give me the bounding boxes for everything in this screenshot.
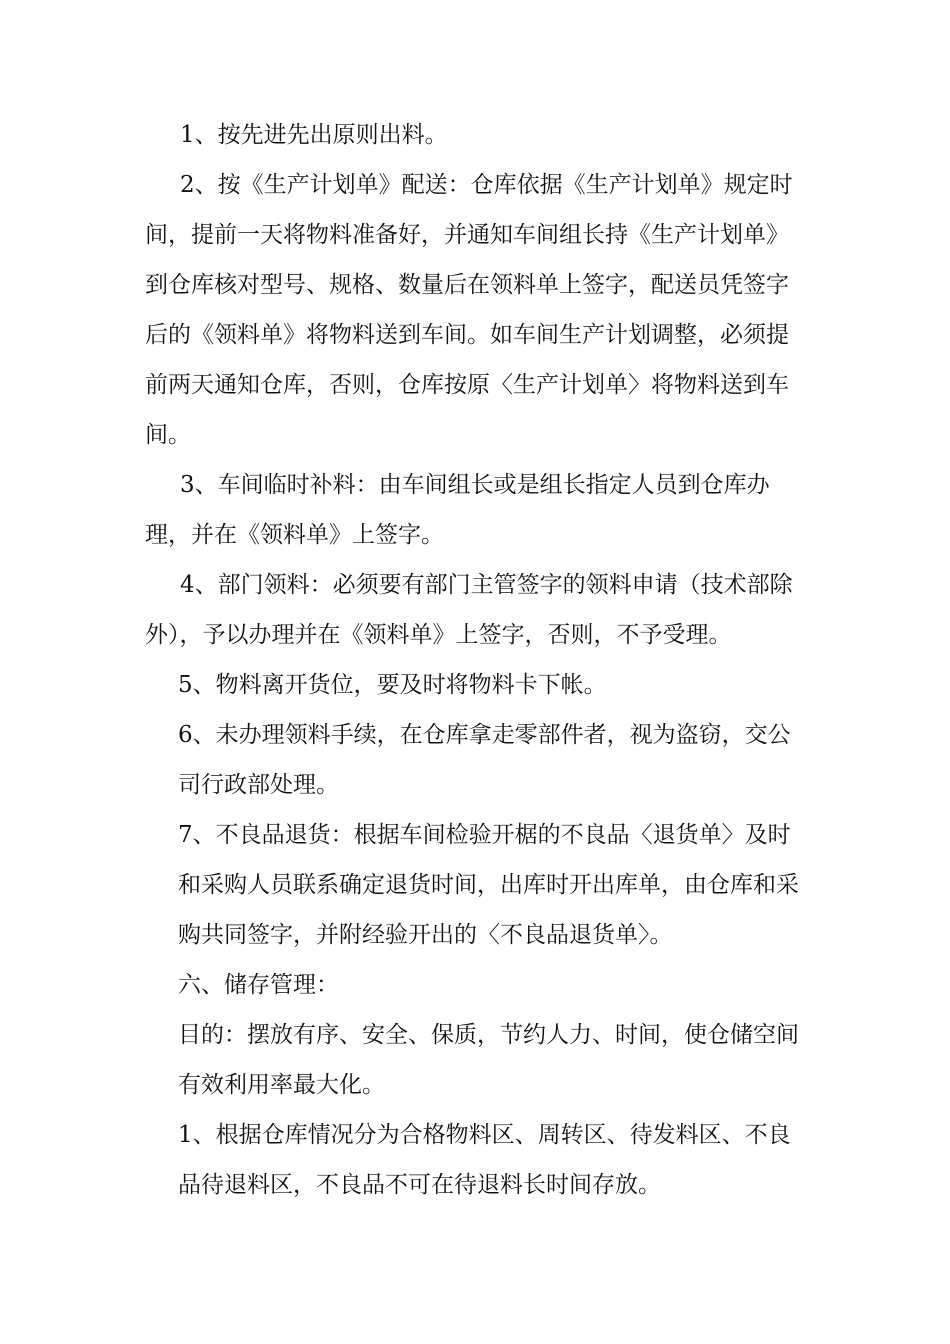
paragraph-1: 1、按先进先出原则出料。 bbox=[180, 122, 448, 148]
paragraph-7: 7、不良品退货：根据车间检验开椐的不良品〈退货单〉及时和采购人员联系确定退货时间，出库时开出库单，由仓库和采购共同签字，并附经验开出的〈不良品退货单〉。 bbox=[178, 822, 799, 948]
paragraph-5: 5、物料离开货位，要及时将物料卡下帐。 bbox=[178, 672, 607, 698]
paragraph-2: 2、按《生产计划单》配送：仓库依据《生产计划单》规定时间，提前一天将物料准备好，并通知车间组长持《生产计划单》到仓库核对型号、规格、数量后在领料单上签字，配送员凭签字后的《领料单》将物料送到车间。如车间生产计划调整，必须提前两天通知仓库，否则，仓库按原〈生产计划单〉将物料送到车间。 bbox=[145, 172, 793, 448]
paragraph-3: 3、车间临时补料：由车间组长或是组长指定人员到仓库办理，并在《领料单》上签字。 bbox=[145, 472, 770, 548]
paragraph-storage-1: 1、根据仓库情况分为合格物料区、周转区、待发料区、不良品待退料区，不良品不可在待退料长时间存放。 bbox=[178, 1122, 791, 1198]
paragraph-purpose: 目的：摆放有序、安全、保质，节约人力、时间，使仓储空间有效利用率最大化。 bbox=[178, 1022, 799, 1098]
section-heading-storage: 六、储存管理： bbox=[178, 972, 339, 998]
paragraph-4: 4、部门领料：必须要有部门主管签字的领料申请（技术部除外），予以办理并在《领料单》上签字，否则，不予受理。 bbox=[145, 572, 793, 648]
paragraph-6: 6、未办理领料手续，在仓库拿走零部件者，视为盗窃，交公司行政部处理。 bbox=[178, 722, 791, 798]
